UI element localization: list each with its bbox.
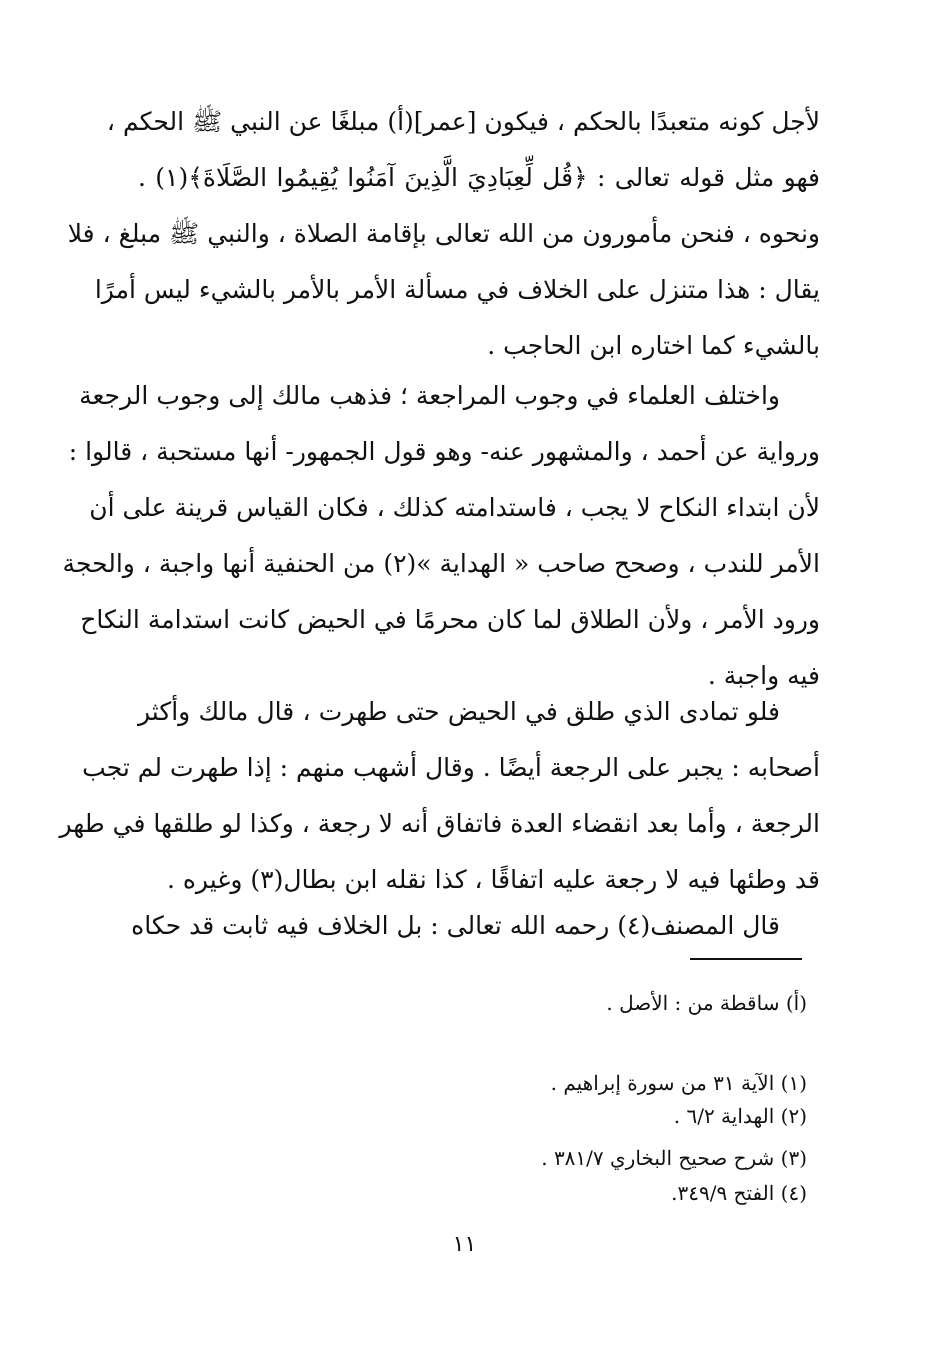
text-line: ونحوه ، فنحن مأمورون من الله تعالى بإقامة الصلاة ، والنبي ﷺ مبلغ ، فلا [67,219,820,248]
text-line: الأمر للندب ، وصحح صاحب « الهداية »(٢) من الحنفية أنها واجبة ، والحجة [62,549,820,578]
paragraph-2 [62,368,820,704]
text-line: أصحابه : يجبر على الرجعة أيضًا . وقال أشهب منهم : إذا طهرت لم تجب [82,753,820,782]
text-line: قال المصنف(٤) رحمه الله تعالى : بل الخلاف فيه ثابت قد حكاه [131,911,780,940]
footnote: (٤) الفتح ٣٤٩/٩. [671,1181,807,1205]
footnote: (٣) شرح صحيح البخاري ٣٨١/٧ . [541,1146,807,1170]
paragraph-3 [59,684,820,908]
text-line: لأن ابتداء النكاح لا يجب ، فاستدامته كذلك ، فكان القياس قرينة على أن [89,493,820,522]
page-number: ١١ [452,1232,477,1257]
apparatus-note: (أ) ساقطة من : الأصل . [606,991,807,1015]
text-line: فهو مثل قوله تعالى : ﴿قُل لِّعِبَادِيَ الَّذِينَ آمَنُوا يُقِيمُوا الصَّلَاةَ﴾(١) . [138,163,820,192]
paragraph-1 [67,94,820,374]
text-line: بالشيء كما اختاره ابن الحاجب . [487,331,820,360]
text-line: واختلف العلماء في وجوب المراجعة ؛ فذهب مالك إلى وجوب الرجعة [79,381,780,410]
text-line: ورواية عن أحمد ، والمشهور عنه- وهو قول الجمهور- أنها مستحبة ، قالوا : [68,437,820,466]
paragraph-4 [131,898,820,954]
text-line: قد وطئها فيه لا رجعة عليه اتفاقًا ، كذا نقله ابن بطال(٣) وغيره . [166,865,820,894]
text-line: فيه واجبة . [707,661,820,690]
text-line: فلو تمادى الذي طلق في الحيض حتى طهرت ، قال مالك وأكثر [138,697,780,726]
text-line: يقال : هذا متنزل على الخلاف في مسألة الأمر بالأمر بالشيء ليس أمرًا [94,275,820,304]
footnote: (١) الآية ٣١ من سورة إبراهيم . [550,1071,807,1095]
footnote: (٢) الهداية ٦/٢ . [673,1104,807,1128]
text-line: ورود الأمر ، ولأن الطلاق لما كان محرمًا في الحيض كانت استدامة النكاح [80,605,820,634]
text-line: الرجعة ، وأما بعد انقضاء العدة فاتفاق أنه لا رجعة ، وكذا لو طلقها في طهر [59,809,820,838]
text-line: لأجل كونه متعبدًا بالحكم ، فيكون [عمر](أ) مبلغًا عن النبي ﷺ الحكم ، [106,107,820,136]
footnote-divider [690,958,802,960]
